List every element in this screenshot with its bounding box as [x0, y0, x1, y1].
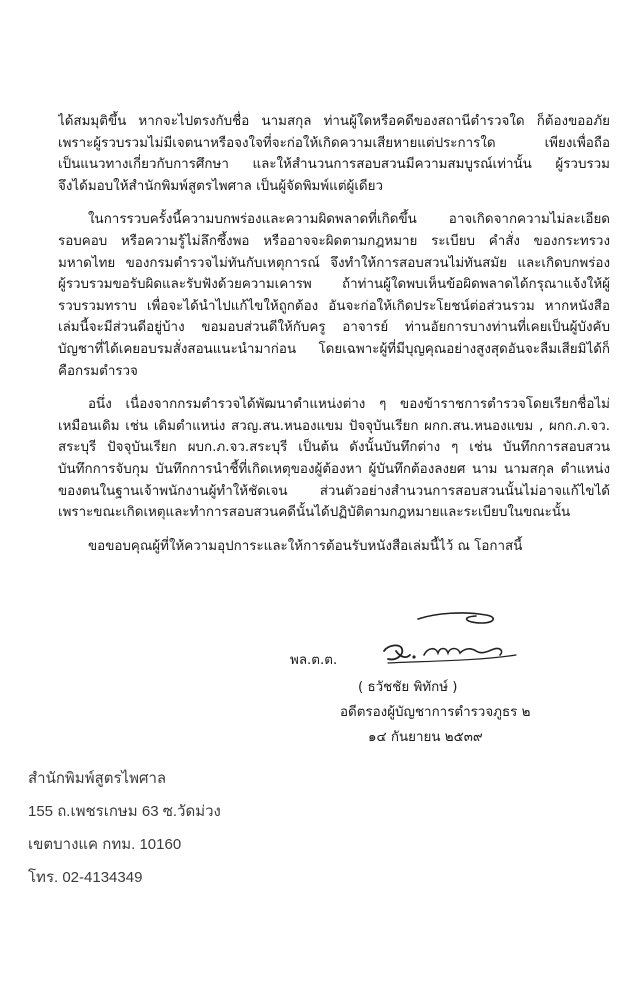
- signatory-name: ( ธวัชชัย พิทักษ์ ): [358, 680, 458, 695]
- text-line: ขอขอบคุณผู้ที่ให้ความอุปการะและให้การต้อนรับหนังสือเล่มนี้ไว้ ณ โอกาสนี้: [88, 538, 523, 554]
- signature-block: [278, 611, 608, 751]
- paragraph-1: [58, 111, 610, 197]
- preface-body: [58, 111, 610, 569]
- text-line: รวบรวมทราบ เพื่อจะได้นำไปแก้ไขให้ถูกต้อง อันจะก่อให้เกิดประโยชน์ต่อส่วนรวม หากหนังสือ: [58, 298, 610, 314]
- publisher-address-line: 155 ถ.เพชรเกษม 63 ซ.วัดม่วง: [28, 803, 221, 820]
- signature-date: ๑๔ กันยายน ๒๕๓๙: [368, 730, 483, 745]
- text-line: เพราะผู้รวบรวมไม่มีเจตนาหรือจงใจที่จะก่อให้เกิดความเสียหายแต่ประการใด เพียงเพื่อถือ: [58, 135, 610, 151]
- publisher-info: [28, 762, 428, 894]
- text-line: คือกรมตำรวจ: [58, 363, 138, 379]
- text-line: เหมือนเดิม เช่น เดิมตำแหน่ง สวญ.สน.หนองแขม ปัจจุบันเรียก ผกก.สน.หนองแขม , ผกก.ภ.จว.: [58, 418, 610, 434]
- text-line: บัญชาที่ได้เคยอบรมสั่งสอนแนะนำมาก่อน โดยเฉพาะผู้ที่มีบุญคุณอย่างสูงสุดอันจะลืมเสียมิได้ก็: [58, 341, 610, 357]
- text-line: รอบคอบ หรือความรู้ไม่ลึกซึ้งพอ หรืออาจจะผิดตามกฎหมาย ระเบียบ คำสั่ง ของกระทรวง: [58, 233, 610, 249]
- text-line: บันทึกการจับกุม บันทึกการนำชี้ที่เกิดเหตุของผู้ต้องหา ผู้บันทึกต้องลงยศ นาม นามสกุล ตำแหน่ง: [58, 461, 610, 477]
- text-line: เป็นแนวทางเกี่ยวกับการศึกษา และให้สำนวนการสอบสวนมีความสมบูรณ์เท่านั้น ผู้รวบรวม: [58, 157, 610, 173]
- paragraph-2: [58, 209, 610, 382]
- publisher-name: สำนักพิมพ์สูตรไพศาล: [28, 770, 167, 787]
- handwritten-signature: [366, 611, 536, 673]
- text-line: ของตนในฐานเจ้าพนักงานผู้ทำให้ชัดเจน ส่วนตัวอย่างสำนวนการสอบสวนนั้นไม่อาจแก้ไขได้: [58, 483, 610, 499]
- text-line: สระบุรี ปัจจุบันเรียก ผบก.ภ.จว.สระบุรี เป็นต้น ดังนั้นบันทึกต่าง ๆ เช่น บันทึกการสอบสวน: [58, 440, 610, 456]
- text-line: เพราะขณะเกิดเหตุและทำการสอบสวนคดีนั้นได้ปฏิบัติตามกฎหมายและระเบียบในขณะนั้น: [58, 505, 571, 521]
- text-line: มหาดไทย ของกรมตำรวจไม่ทันกับเหตุการณ์ จึงทำให้การสอบสวนไม่ทันสมัย และเกิดบกพร่อง: [58, 255, 610, 271]
- text-line: ผู้รวบรวมขอรับผิดและรับฟังด้วยความเคารพ ถ้าท่านผู้ใดพบเห็นข้อผิดพลาดได้กรุณาแจ้งให้ผู้: [58, 277, 610, 293]
- text-line: ในการรวบครั้งนี้ความบกพร่องและความผิดพลาดที่เกิดขึ้น อาจเกิดจากความไม่ละเอียด: [88, 212, 610, 228]
- paragraph-3: [58, 394, 610, 524]
- signatory-rank: พล.ต.ต.: [290, 653, 338, 668]
- publisher-address-line: เขตบางแค กทม. 10160: [28, 836, 182, 853]
- publisher-phone: โทร. 02-4134349: [28, 869, 143, 886]
- text-line: ได้สมมุติขึ้น หากจะไปตรงกับชื่อ นามสกุล ท่านผู้ใดหรือคดีของสถานีตำรวจใด ก็ต้องขออภัย: [58, 114, 610, 129]
- text-line: จึงได้มอบให้สำนักพิมพ์สูตรไพศาล เป็นผู้จัดพิมพ์แต่ผู้เดียว: [58, 178, 383, 194]
- signatory-position: อดีตรองผู้บัญชาการตำรวจภูธร ๒: [340, 705, 531, 720]
- paragraph-4: [58, 536, 610, 558]
- text-line: เล่มนี้จะมีส่วนดีอยู่บ้าง ขอมอบส่วนดีให้กับครู อาจารย์ ท่านอัยการบางท่านที่เคยเป็นผู้บังคับ: [58, 320, 610, 336]
- text-line: อนึ่ง เนื่องจากกรมตำรวจได้พัฒนาตำแหน่งต่าง ๆ ของข้าราชการตำรวจโดยเรียกชื่อไม่: [88, 397, 610, 413]
